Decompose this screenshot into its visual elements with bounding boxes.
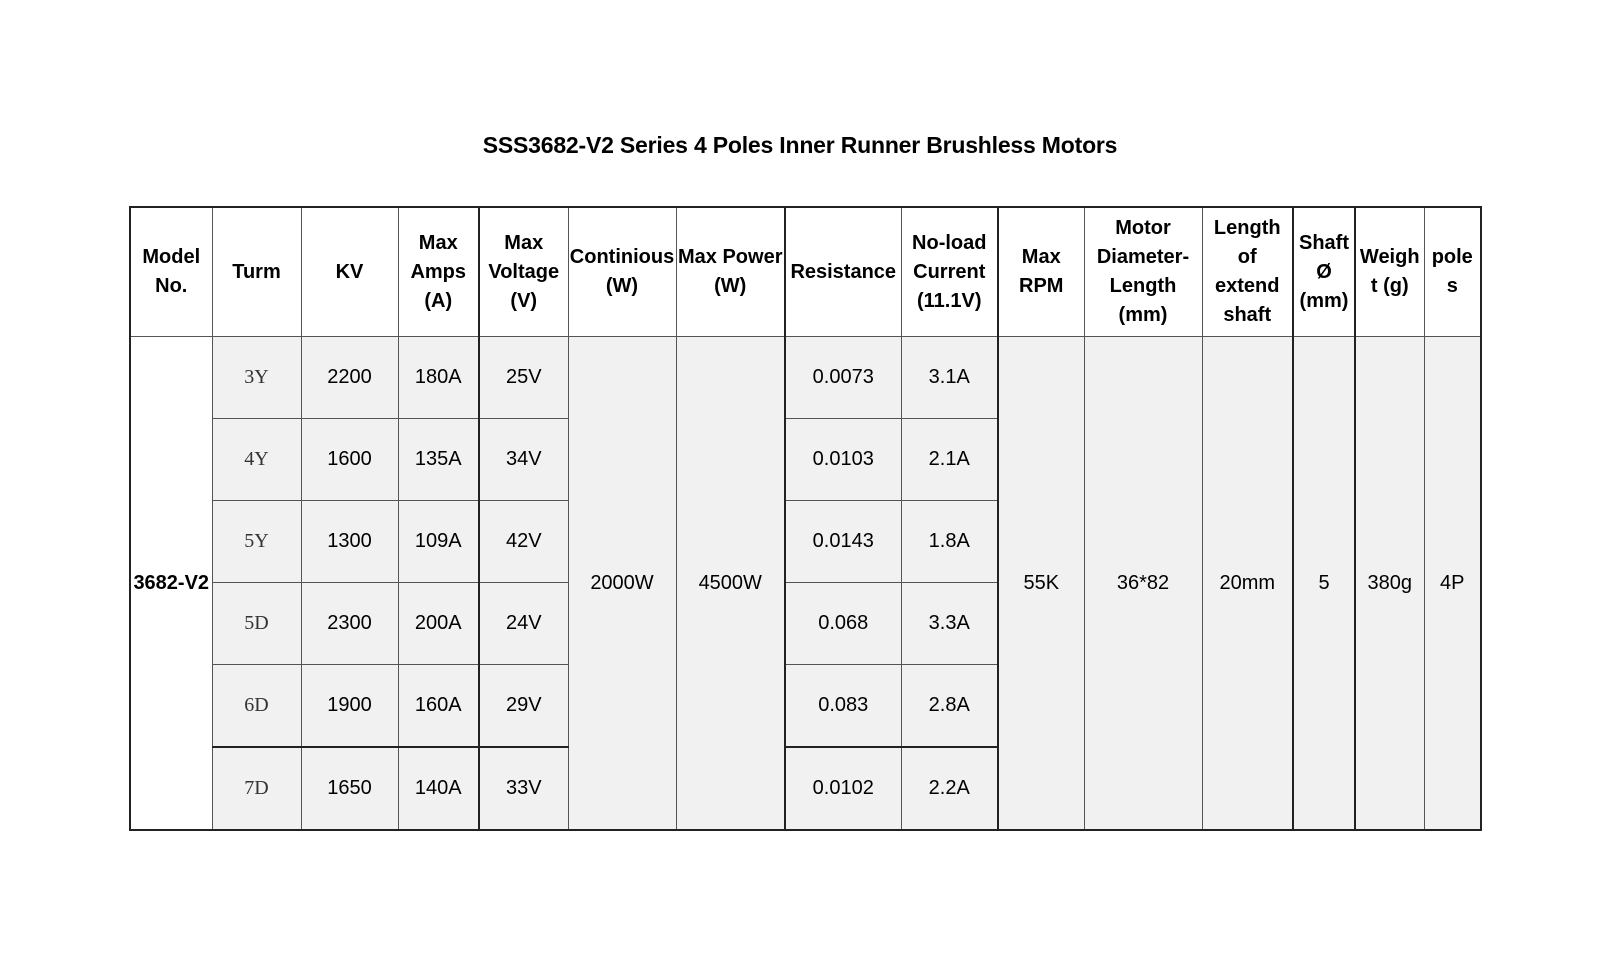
amps-cell: 160A <box>398 665 479 748</box>
max-power-cell: 4500W <box>676 337 785 831</box>
noload-cell: 2.1A <box>901 419 998 501</box>
voltage-cell: 34V <box>479 419 568 501</box>
voltage-cell: 29V <box>479 665 568 748</box>
resistance-cell: 0.0102 <box>785 747 901 830</box>
header-max-voltage: Max Voltage (V) <box>479 207 568 337</box>
motor-spec-table <box>129 206 1482 831</box>
header-noload-current: No-load Current (11.1V) <box>901 207 998 337</box>
header-shaft-diameter: Shaft Ø (mm) <box>1293 207 1355 337</box>
amps-cell: 140A <box>398 747 479 830</box>
shaft-length-cell: 20mm <box>1202 337 1293 831</box>
header-continuous: Continious (W) <box>568 207 676 337</box>
continuous-cell: 2000W <box>568 337 676 831</box>
header-max-amps: Max Amps (A) <box>398 207 479 337</box>
turn-cell: 4Y <box>212 419 301 501</box>
noload-cell: 1.8A <box>901 501 998 583</box>
turn-cell: 3Y <box>212 337 301 419</box>
page-title: SSS3682-V2 Series 4 Poles Inner Runner Brushless Motors <box>482 132 1118 158</box>
noload-cell: 2.2A <box>901 747 998 830</box>
header-weight: Weigh t (g) <box>1355 207 1424 337</box>
resistance-cell: 0.083 <box>785 665 901 748</box>
header-model: Model No. <box>130 207 212 337</box>
header-kv: KV <box>301 207 398 337</box>
resistance-cell: 0.068 <box>785 583 901 665</box>
noload-cell: 2.8A <box>901 665 998 748</box>
kv-cell: 2200 <box>301 337 398 419</box>
voltage-cell: 24V <box>479 583 568 665</box>
max-rpm-cell: 55K <box>998 337 1084 831</box>
header-motor-dimension: Motor Diameter- Length (mm) <box>1084 207 1202 337</box>
resistance-cell: 0.0103 <box>785 419 901 501</box>
voltage-cell: 42V <box>479 501 568 583</box>
header-resistance: Resistance <box>785 207 901 337</box>
turn-cell: 6D <box>212 665 301 748</box>
resistance-cell: 0.0073 <box>785 337 901 419</box>
header-turn: Turm <box>212 207 301 337</box>
amps-cell: 135A <box>398 419 479 501</box>
kv-cell: 1900 <box>301 665 398 748</box>
voltage-cell: 25V <box>479 337 568 419</box>
table-row <box>130 337 1481 419</box>
kv-cell: 1650 <box>301 747 398 830</box>
turn-cell: 7D <box>212 747 301 830</box>
amps-cell: 109A <box>398 501 479 583</box>
header-shaft-length: Length of extend shaft <box>1202 207 1293 337</box>
table-header <box>130 207 1481 337</box>
weight-cell: 380g <box>1355 337 1424 831</box>
motor-dimension-cell: 36*82 <box>1084 337 1202 831</box>
model-cell: 3682-V2 <box>130 337 212 831</box>
amps-cell: 180A <box>398 337 479 419</box>
turn-cell: 5D <box>212 583 301 665</box>
voltage-cell: 33V <box>479 747 568 830</box>
turn-cell: 5Y <box>212 501 301 583</box>
header-max-rpm: Max RPM <box>998 207 1084 337</box>
header-max-power: Max Power (W) <box>676 207 785 337</box>
noload-cell: 3.3A <box>901 583 998 665</box>
header-poles: pole s <box>1424 207 1481 337</box>
kv-cell: 1600 <box>301 419 398 501</box>
kv-cell: 2300 <box>301 583 398 665</box>
resistance-cell: 0.0143 <box>785 501 901 583</box>
table-body <box>130 337 1481 831</box>
noload-cell: 3.1A <box>901 337 998 419</box>
shaft-diameter-cell: 5 <box>1293 337 1355 831</box>
poles-cell: 4P <box>1424 337 1481 831</box>
kv-cell: 1300 <box>301 501 398 583</box>
amps-cell: 200A <box>398 583 479 665</box>
